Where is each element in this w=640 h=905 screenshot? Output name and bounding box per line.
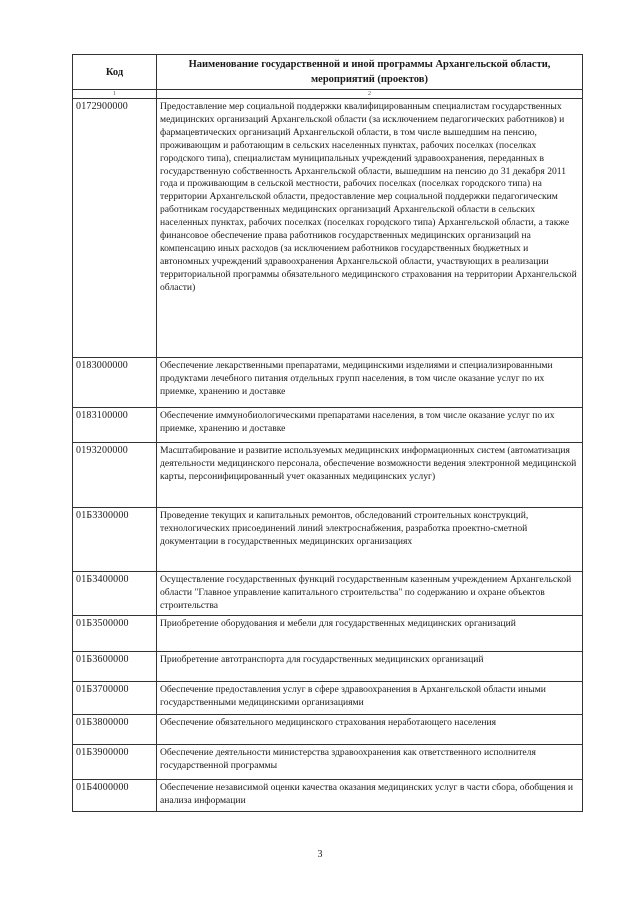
row-name: Предоставление мер социальной поддержки квалифицированным специалистам государственных медицинских организаций Архангельской области (за исключением педагогических работников) и фармацевтических организаций Архангельской области, в том числе вышедшим на пенсию, проживающим и работающим в сельских населенных пунктах, рабочих поселках (поселках городского типа), специалистам муниципальных учреждений здравоохранения, переданных в государственную собственность Архангельской области, вышедшим на пенсию до 31 декабря 2011 года и проживающим в сельской местности, рабочих поселках (поселках городского типа) на территории Архангельской области, предоставление мер социальной поддержки педагогическим работникам государственных медицинских организаций Архангельской области в сельских населенных пунктах, рабочих поселках (поселках городского типа) Архангельской области, а также финансовое обеспечение права работников государственных медицинских организаций на компенсацию иных расходов (за исключением работников государственных бюджетных и автономных учреждений здравоохранения Архангельской области, участвующих в реализации территориальной программы обязательного медицинского страхования на территории Архангельской области) [157,99,583,358]
column-number-row [73,90,583,99]
row-name: Приобретение автотранспорта для государственных медицинских организаций [157,652,583,682]
page-number: 3 [317,849,323,860]
row-code: 01Б4000000 [73,780,157,812]
row-code: 0183000000 [73,358,157,408]
row-code: 01Б3600000 [73,652,157,682]
row-code: 0183100000 [73,408,157,443]
table-row [73,745,583,780]
row-code: 01Б3500000 [73,616,157,652]
row-name: Проведение текущих и капитальных ремонтов, обследований строительных конструкций, технологических присоединений линий электроснабжения, разработка проектно-сметной документации в государственных медицинских организациях [157,508,583,572]
row-code: 01Б3400000 [73,572,157,616]
table-row [73,715,583,745]
row-name: Масштабирование и развитие используемых медицинских информационных систем (автоматизация деятельности медицинского персонала, обеспечение возможности ведения электронной медицинской карты, персонифицированный учет оказанных медицинских услуг) [157,443,583,508]
row-code: 01Б3900000 [73,745,157,780]
row-name: Обеспечение деятельности министерства здравоохранения как ответственного исполнителя государственной программы [157,745,583,780]
row-name: Обеспечение предоставления услуг в сфере здравоохранения в Архангельской области иными государственными медицинскими организациями [157,682,583,715]
row-code: 01Б3800000 [73,715,157,745]
table-header-row [73,55,583,90]
table-row [73,652,583,682]
row-code: 01Б3700000 [73,682,157,715]
table-row [73,99,583,358]
column-number-2: 2 [157,90,583,99]
column-number-1: 1 [73,90,157,99]
header-name: Наименование государственной и иной программы Архангельской области, мероприятий (проектов) [157,55,583,90]
table-row [73,443,583,508]
row-code: 0193200000 [73,443,157,508]
row-name: Обеспечение независимой оценки качества оказания медицинских услуг в части сбора, обобщения и анализа информации [157,780,583,812]
row-name: Обеспечение обязательного медицинского страхования неработающего населения [157,715,583,745]
table-row [73,616,583,652]
table-row [73,408,583,443]
row-code: 01Б3300000 [73,508,157,572]
table-row [73,508,583,572]
table-row [73,780,583,812]
table-row [73,572,583,616]
row-code: 0172900000 [73,99,157,358]
table-row [73,682,583,715]
row-name: Обеспечение лекарственными препаратами, медицинскими изделиями и специализированными продуктами лечебного питания отдельных групп населения, в том числе оказание услуг по их приемке, хранению и доставке [157,358,583,408]
table-row [73,358,583,408]
programs-table [72,54,583,812]
row-name: Приобретение оборудования и мебели для государственных медицинских организаций [157,616,583,652]
row-name: Осуществление государственных функций государственным казенным учреждением Архангельской области "Главное управление капитального строительства" по содержанию и охране объектов строительства [157,572,583,616]
row-name: Обеспечение иммунобиологическими препаратами населения, в том числе оказание услуг по их приемке, хранению и доставке [157,408,583,443]
header-code: Код [73,55,157,90]
